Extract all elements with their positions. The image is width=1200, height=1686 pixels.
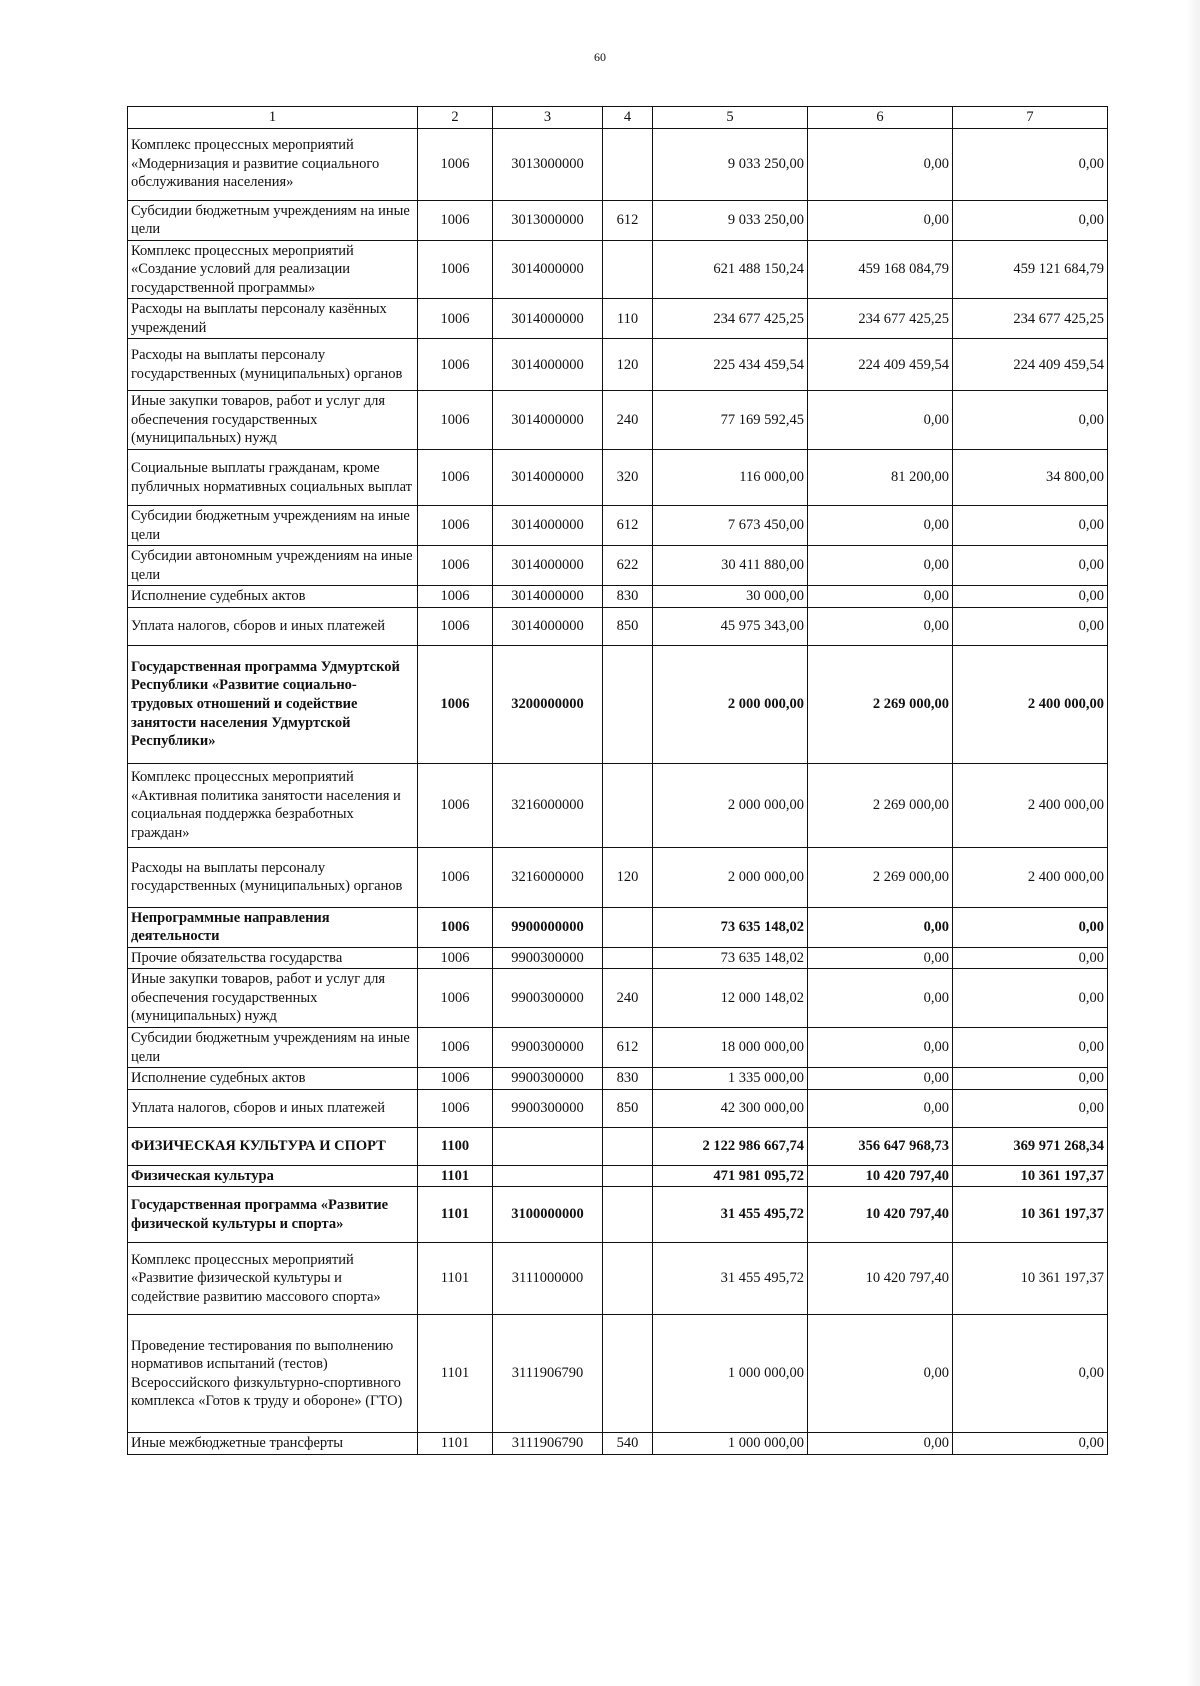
- row-amount-col5: 42 300 000,00: [653, 1089, 808, 1127]
- header-col-4: 4: [603, 107, 653, 129]
- row-amount-col7: 0,00: [953, 907, 1108, 947]
- row-expense-code: [603, 1187, 653, 1243]
- row-expense-code: 830: [603, 586, 653, 608]
- row-amount-col6: 81 200,00: [808, 450, 953, 506]
- row-amount-col5: 1 335 000,00: [653, 1068, 808, 1090]
- row-amount-col5: 2 000 000,00: [653, 763, 808, 847]
- row-target-code: 3111000000: [493, 1243, 603, 1315]
- row-amount-col7: 2 400 000,00: [953, 763, 1108, 847]
- row-section-code: 1006: [418, 1089, 493, 1127]
- row-amount-col5: 45 975 343,00: [653, 607, 808, 645]
- row-amount-col7: 0,00: [953, 546, 1108, 586]
- table-row: [128, 1165, 1108, 1187]
- table-row: [128, 450, 1108, 506]
- table-row: [128, 1187, 1108, 1243]
- row-amount-col6: 2 269 000,00: [808, 847, 953, 907]
- row-amount-col6: 10 420 797,40: [808, 1243, 953, 1315]
- row-expense-code: 110: [603, 299, 653, 339]
- row-amount-col7: 0,00: [953, 1433, 1108, 1455]
- row-expense-code: [603, 240, 653, 299]
- row-amount-col6: 0,00: [808, 607, 953, 645]
- row-amount-col5: 2 000 000,00: [653, 645, 808, 763]
- row-expense-code: 120: [603, 847, 653, 907]
- row-target-code: 9900000000: [493, 907, 603, 947]
- row-expense-code: [603, 1127, 653, 1165]
- row-amount-col5: 30 411 880,00: [653, 546, 808, 586]
- row-amount-col5: 73 635 148,02: [653, 947, 808, 969]
- row-amount-col7: 0,00: [953, 969, 1108, 1028]
- row-amount-col6: 0,00: [808, 506, 953, 546]
- table-row: [128, 391, 1108, 450]
- row-amount-col7: 0,00: [953, 1315, 1108, 1433]
- row-name: Расходы на выплаты персоналу государственных (муниципальных) органов: [128, 847, 418, 907]
- row-name: Исполнение судебных актов: [128, 586, 418, 608]
- row-amount-col7: 2 400 000,00: [953, 847, 1108, 907]
- row-name: Государственная программа «Развитие физической культуры и спорта»: [128, 1187, 418, 1243]
- table-row: [128, 1243, 1108, 1315]
- row-target-code: 9900300000: [493, 1068, 603, 1090]
- row-amount-col6: 224 409 459,54: [808, 339, 953, 391]
- row-amount-col6: 2 269 000,00: [808, 763, 953, 847]
- row-amount-col5: 1 000 000,00: [653, 1433, 808, 1455]
- row-expense-code: 612: [603, 1028, 653, 1068]
- row-section-code: 1006: [418, 240, 493, 299]
- row-amount-col5: 7 673 450,00: [653, 506, 808, 546]
- row-amount-col7: 0,00: [953, 200, 1108, 240]
- row-amount-col7: 0,00: [953, 128, 1108, 200]
- row-section-code: 1006: [418, 546, 493, 586]
- row-name: Расходы на выплаты персоналу государственных (муниципальных) органов: [128, 339, 418, 391]
- row-amount-col6: 356 647 968,73: [808, 1127, 953, 1165]
- row-section-code: 1006: [418, 907, 493, 947]
- row-target-code: 3014000000: [493, 607, 603, 645]
- row-target-code: [493, 1165, 603, 1187]
- row-expense-code: 612: [603, 506, 653, 546]
- row-section-code: 1006: [418, 450, 493, 506]
- row-amount-col7: 0,00: [953, 1028, 1108, 1068]
- row-amount-col7: 234 677 425,25: [953, 299, 1108, 339]
- row-amount-col5: 31 455 495,72: [653, 1243, 808, 1315]
- row-target-code: 3100000000: [493, 1187, 603, 1243]
- row-section-code: 1006: [418, 1028, 493, 1068]
- table-row: [128, 128, 1108, 200]
- row-amount-col5: 621 488 150,24: [653, 240, 808, 299]
- row-amount-col7: 0,00: [953, 1068, 1108, 1090]
- row-target-code: 3014000000: [493, 450, 603, 506]
- row-section-code: 1006: [418, 969, 493, 1028]
- row-amount-col5: 73 635 148,02: [653, 907, 808, 947]
- row-name: Субсидии бюджетным учреждениям на иные цели: [128, 506, 418, 546]
- row-amount-col5: 9 033 250,00: [653, 128, 808, 200]
- table-row: [128, 1089, 1108, 1127]
- row-section-code: 1006: [418, 391, 493, 450]
- row-name: Физическая культура: [128, 1165, 418, 1187]
- row-amount-col6: 10 420 797,40: [808, 1165, 953, 1187]
- scan-edge: [1186, 0, 1200, 1686]
- row-expense-code: [603, 645, 653, 763]
- row-target-code: 3014000000: [493, 240, 603, 299]
- row-amount-col6: 2 269 000,00: [808, 645, 953, 763]
- table-row: [128, 506, 1108, 546]
- row-amount-col7: 369 971 268,34: [953, 1127, 1108, 1165]
- row-target-code: [493, 1127, 603, 1165]
- row-section-code: 1101: [418, 1243, 493, 1315]
- row-amount-col7: 10 361 197,37: [953, 1187, 1108, 1243]
- table-row: [128, 1315, 1108, 1433]
- table-row: [128, 907, 1108, 947]
- table-row: [128, 847, 1108, 907]
- row-name: Уплата налогов, сборов и иных платежей: [128, 1089, 418, 1127]
- row-amount-col7: 2 400 000,00: [953, 645, 1108, 763]
- row-amount-col6: 0,00: [808, 1068, 953, 1090]
- row-amount-col7: 0,00: [953, 586, 1108, 608]
- row-name: Уплата налогов, сборов и иных платежей: [128, 607, 418, 645]
- row-amount-col7: 0,00: [953, 947, 1108, 969]
- row-amount-col5: 1 000 000,00: [653, 1315, 808, 1433]
- row-target-code: 9900300000: [493, 947, 603, 969]
- page-number: 60: [594, 50, 606, 64]
- table-row: [128, 607, 1108, 645]
- row-name: Социальные выплаты гражданам, кроме публичных нормативных социальных выплат: [128, 450, 418, 506]
- row-amount-col6: 234 677 425,25: [808, 299, 953, 339]
- row-expense-code: 540: [603, 1433, 653, 1455]
- row-section-code: 1006: [418, 200, 493, 240]
- header-col-1: 1: [128, 107, 418, 129]
- row-amount-col6: 0,00: [808, 1433, 953, 1455]
- table-row: [128, 969, 1108, 1028]
- row-amount-col7: 0,00: [953, 607, 1108, 645]
- row-target-code: 3013000000: [493, 128, 603, 200]
- row-amount-col6: 0,00: [808, 1089, 953, 1127]
- row-expense-code: 850: [603, 607, 653, 645]
- row-amount-col7: 10 361 197,37: [953, 1165, 1108, 1187]
- row-expense-code: 240: [603, 391, 653, 450]
- row-amount-col6: 0,00: [808, 1315, 953, 1433]
- row-expense-code: 120: [603, 339, 653, 391]
- row-section-code: 1006: [418, 645, 493, 763]
- row-target-code: 3013000000: [493, 200, 603, 240]
- row-amount-col6: 0,00: [808, 546, 953, 586]
- row-amount-col6: 0,00: [808, 586, 953, 608]
- row-name: Комплекс процессных мероприятий «Активная политика занятости населения и социальная поддержка безработных граждан»: [128, 763, 418, 847]
- row-name: Государственная программа Удмуртской Республики «Развитие социально-трудовых отношений и содействие занятости населения Удмуртской Республики»: [128, 645, 418, 763]
- row-target-code: 3014000000: [493, 506, 603, 546]
- row-name: Комплекс процессных мероприятий «Развитие физической культуры и содействие развитию массового спорта»: [128, 1243, 418, 1315]
- row-target-code: 3111906790: [493, 1315, 603, 1433]
- row-name: Субсидии бюджетным учреждениям на иные цели: [128, 1028, 418, 1068]
- row-amount-col5: 2 000 000,00: [653, 847, 808, 907]
- table-row: [128, 645, 1108, 763]
- row-target-code: 3014000000: [493, 339, 603, 391]
- row-expense-code: 850: [603, 1089, 653, 1127]
- row-section-code: 1006: [418, 128, 493, 200]
- row-name: Комплекс процессных мероприятий «Модернизация и развитие социального обслуживания населения»: [128, 128, 418, 200]
- row-expense-code: [603, 947, 653, 969]
- row-amount-col7: 34 800,00: [953, 450, 1108, 506]
- row-amount-col6: 0,00: [808, 391, 953, 450]
- row-amount-col7: 0,00: [953, 391, 1108, 450]
- row-amount-col5: 2 122 986 667,74: [653, 1127, 808, 1165]
- row-amount-col6: 0,00: [808, 200, 953, 240]
- row-amount-col5: 30 000,00: [653, 586, 808, 608]
- row-amount-col5: 9 033 250,00: [653, 200, 808, 240]
- row-amount-col7: 0,00: [953, 506, 1108, 546]
- row-amount-col5: 234 677 425,25: [653, 299, 808, 339]
- table-row: [128, 586, 1108, 608]
- row-target-code: 9900300000: [493, 1089, 603, 1127]
- row-amount-col7: 10 361 197,37: [953, 1243, 1108, 1315]
- budget-table: [127, 106, 1108, 1455]
- row-name: Расходы на выплаты персоналу казённых учреждений: [128, 299, 418, 339]
- row-target-code: 3014000000: [493, 586, 603, 608]
- row-name: Исполнение судебных актов: [128, 1068, 418, 1090]
- row-target-code: 9900300000: [493, 1028, 603, 1068]
- row-section-code: 1006: [418, 1068, 493, 1090]
- table-row: [128, 240, 1108, 299]
- row-amount-col5: 471 981 095,72: [653, 1165, 808, 1187]
- row-amount-col5: 18 000 000,00: [653, 1028, 808, 1068]
- row-amount-col6: 0,00: [808, 947, 953, 969]
- row-amount-col7: 459 121 684,79: [953, 240, 1108, 299]
- row-expense-code: 622: [603, 546, 653, 586]
- header-col-7: 7: [953, 107, 1108, 129]
- table-row: [128, 546, 1108, 586]
- header-col-3: 3: [493, 107, 603, 129]
- row-name: ФИЗИЧЕСКАЯ КУЛЬТУРА И СПОРТ: [128, 1127, 418, 1165]
- row-amount-col6: 10 420 797,40: [808, 1187, 953, 1243]
- row-expense-code: [603, 1315, 653, 1433]
- row-amount-col5: 116 000,00: [653, 450, 808, 506]
- row-expense-code: [603, 763, 653, 847]
- row-amount-col5: 31 455 495,72: [653, 1187, 808, 1243]
- row-section-code: 1006: [418, 586, 493, 608]
- row-amount-col6: 459 168 084,79: [808, 240, 953, 299]
- table-row: [128, 200, 1108, 240]
- table-row: [128, 1127, 1108, 1165]
- table-row: [128, 339, 1108, 391]
- row-expense-code: [603, 1165, 653, 1187]
- table-row: [128, 763, 1108, 847]
- row-target-code: 9900300000: [493, 969, 603, 1028]
- row-amount-col5: 12 000 148,02: [653, 969, 808, 1028]
- row-target-code: 3216000000: [493, 763, 603, 847]
- row-name: Прочие обязательства государства: [128, 947, 418, 969]
- row-target-code: 3014000000: [493, 546, 603, 586]
- row-section-code: 1006: [418, 506, 493, 546]
- row-section-code: 1006: [418, 339, 493, 391]
- row-expense-code: 240: [603, 969, 653, 1028]
- row-name: Субсидии бюджетным учреждениям на иные цели: [128, 200, 418, 240]
- row-target-code: 3200000000: [493, 645, 603, 763]
- row-name: Непрограммные направления деятельности: [128, 907, 418, 947]
- row-amount-col6: 0,00: [808, 907, 953, 947]
- table-row: [128, 1028, 1108, 1068]
- row-amount-col6: 0,00: [808, 1028, 953, 1068]
- row-amount-col6: 0,00: [808, 128, 953, 200]
- row-expense-code: 612: [603, 200, 653, 240]
- row-expense-code: [603, 1243, 653, 1315]
- row-name: Проведение тестирования по выполнению нормативов испытаний (тестов) Всероссийского физкультурно-спортивного комплекса «Готов к труду и обороне» (ГТО): [128, 1315, 418, 1433]
- row-amount-col7: 224 409 459,54: [953, 339, 1108, 391]
- row-section-code: 1101: [418, 1165, 493, 1187]
- row-section-code: 1101: [418, 1315, 493, 1433]
- row-amount-col5: 77 169 592,45: [653, 391, 808, 450]
- row-expense-code: [603, 907, 653, 947]
- header-col-6: 6: [808, 107, 953, 129]
- row-section-code: 1006: [418, 947, 493, 969]
- row-expense-code: 830: [603, 1068, 653, 1090]
- table-row: [128, 947, 1108, 969]
- row-amount-col5: 225 434 459,54: [653, 339, 808, 391]
- header-col-5: 5: [653, 107, 808, 129]
- row-target-code: 3111906790: [493, 1433, 603, 1455]
- row-section-code: 1006: [418, 847, 493, 907]
- row-section-code: 1006: [418, 763, 493, 847]
- row-name: Иные закупки товаров, работ и услуг для обеспечения государственных (муниципальных) нужд: [128, 391, 418, 450]
- row-amount-col7: 0,00: [953, 1089, 1108, 1127]
- row-target-code: 3014000000: [493, 299, 603, 339]
- row-amount-col6: 0,00: [808, 969, 953, 1028]
- row-section-code: 1101: [418, 1187, 493, 1243]
- row-target-code: 3216000000: [493, 847, 603, 907]
- row-section-code: 1101: [418, 1433, 493, 1455]
- row-expense-code: 320: [603, 450, 653, 506]
- row-section-code: 1100: [418, 1127, 493, 1165]
- row-target-code: 3014000000: [493, 391, 603, 450]
- row-section-code: 1006: [418, 607, 493, 645]
- header-row: [128, 107, 1108, 129]
- row-name: Комплекс процессных мероприятий «Создание условий для реализации государственной программы»: [128, 240, 418, 299]
- row-name: Субсидии автономным учреждениям на иные цели: [128, 546, 418, 586]
- table-row: [128, 1068, 1108, 1090]
- header-col-2: 2: [418, 107, 493, 129]
- row-section-code: 1006: [418, 299, 493, 339]
- table-row: [128, 299, 1108, 339]
- row-expense-code: [603, 128, 653, 200]
- row-name: Иные закупки товаров, работ и услуг для обеспечения государственных (муниципальных) нужд: [128, 969, 418, 1028]
- table-row: [128, 1433, 1108, 1455]
- row-name: Иные межбюджетные трансферты: [128, 1433, 418, 1455]
